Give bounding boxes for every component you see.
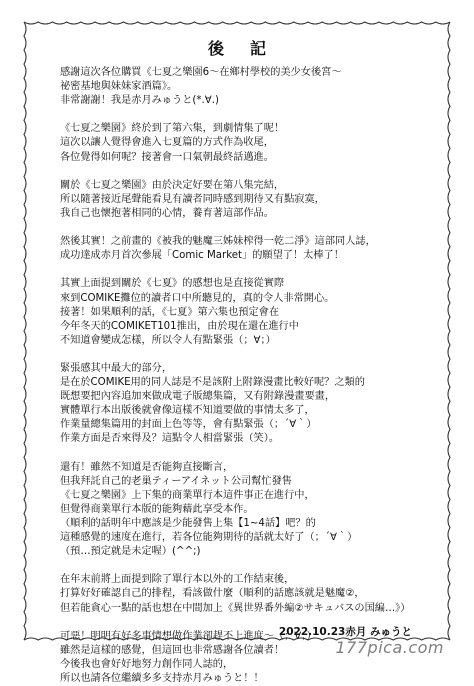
text-line: 緊張感其中最大的部分， xyxy=(60,362,173,374)
paragraph xyxy=(60,235,440,263)
text-line: （預…預定就是未定喔）(^^;) xyxy=(60,546,201,558)
text-line: 然後其實！之前畫的《被我的魅魔三姊妹榨得一乾二淨》這部同人誌， xyxy=(60,236,376,248)
text-line: 《七夏之樂園》上下集的商業單行本這件事正在進行中， xyxy=(60,489,315,501)
text-line: 接著！如果順利的話，《七夏》第六集也預定會在 xyxy=(60,306,280,318)
text-line: 感謝這次各位購買《七夏之樂園6～在鄉村學校的美少女後宮～ xyxy=(60,67,342,78)
text-line: 今年冬天的COMIKET101推出，由於現在還在進行中 xyxy=(60,320,299,332)
text-line: 這次以讓人覺得會進入七夏篇的方式作為收尾， xyxy=(60,137,274,149)
text-line: 雖然是這樣的感覺，但這回也非常感謝各位讀者！ xyxy=(60,644,285,656)
text-line: 作業量總集篇用的封面上色等等，會有點緊張（；´∀｀） xyxy=(60,419,317,431)
text-line: 還有！雖然不知道是否能夠直接斷言， xyxy=(60,461,234,473)
text-line: 打算好好確認自己的排程，看該做什麼（順利的話應該就是魅魔②， xyxy=(60,588,365,600)
text-line: 但覺得商業單行本版的能夠藉此享受本作。 xyxy=(60,503,254,515)
border-edge xyxy=(24,22,26,640)
text-line: 實體單行本出版後就會像這樣不知道要做的事情太多了， xyxy=(60,405,315,417)
text-line: 既想要把內容追加來做成電子版總集篇，又有附錄漫畫要畫， xyxy=(60,391,336,403)
page-title: 後記 xyxy=(207,39,292,58)
text-line: 祕密基地與妹妹家酒篇》。 xyxy=(60,81,178,93)
text-line: 這種感覺的速度在進行，若各位能夠期待的話就太好了（；´∀｀） xyxy=(60,532,358,544)
text-line: 可惡！明明有好多事情想做作業卻趕不上進度～（；∀；） xyxy=(60,630,317,642)
text-line: 其實上面提到關於《七夏》的感想也是直接從實際 xyxy=(60,278,285,290)
text-line: （順利的話明年中應該是少能發售上集【1~4話】吧？的 xyxy=(60,518,316,529)
paragraph xyxy=(60,179,440,221)
paragraph xyxy=(60,277,440,347)
paragraph xyxy=(60,66,440,108)
signature-date: 2022.10.23赤月 みゅうと xyxy=(278,626,412,638)
paragraph xyxy=(60,461,440,560)
text-line: 所以隨著接近尾聲能看見有讀者同時感到期待又有點寂寞， xyxy=(60,193,325,205)
text-line: 關於《七夏之樂園》由於決定好要在第八集完結， xyxy=(60,179,285,191)
border-edge xyxy=(448,22,450,640)
text-line: 但我拜託自己的老巢ティーアイネット公司幫忙發售 xyxy=(60,475,292,487)
afterword-body xyxy=(60,66,440,686)
text-line: 來到COMIKE攤位的讀者口中所聽見的，真的令人非常開心。 xyxy=(60,292,335,304)
watermark-text: 177pica.com xyxy=(335,638,444,657)
paragraph xyxy=(60,122,440,164)
text-line: 不知道會變成怎樣，所以令人有點緊張（；∀；） xyxy=(60,334,276,346)
text-line: 作業方面是否來得及？這點令人相當緊張（笑）。 xyxy=(60,433,280,445)
border-edge xyxy=(24,22,450,24)
text-line: 我自己也懷抱著相同的心情，養育著這部作品。 xyxy=(60,207,274,219)
text-line: 各位覺得如何呢？接著會一口氣朝最終話邁進。 xyxy=(60,151,274,163)
text-line: 成功達成赤月首次參展「Comic Market」的願望了！太棒了！ xyxy=(60,250,344,262)
text-line: 是在於COMIKE用的同人誌是不是該附上附錄漫畫比較好呢？之類的 xyxy=(60,377,365,389)
text-line: 但若能貪心一點的話也想在中間加上《異世界番外編②サキュバスの国編…》） xyxy=(60,602,411,614)
paragraph xyxy=(60,362,440,447)
paragraph xyxy=(60,573,440,615)
text-line: 在年末前將上面提到除了單行本以外的工作結束後， xyxy=(60,574,295,586)
text-line: 所以也請各位繼續多多支持赤月みゅうと！！ xyxy=(60,673,264,685)
text-line: 非常謝謝！我是赤月みゅうと(*.∀.) xyxy=(60,95,219,107)
text-line: 今後我也會好好地努力創作同人誌的， xyxy=(60,658,234,670)
text-line: 《七夏之樂園》終於到了第六集，到劇情集了呢！ xyxy=(60,123,285,135)
